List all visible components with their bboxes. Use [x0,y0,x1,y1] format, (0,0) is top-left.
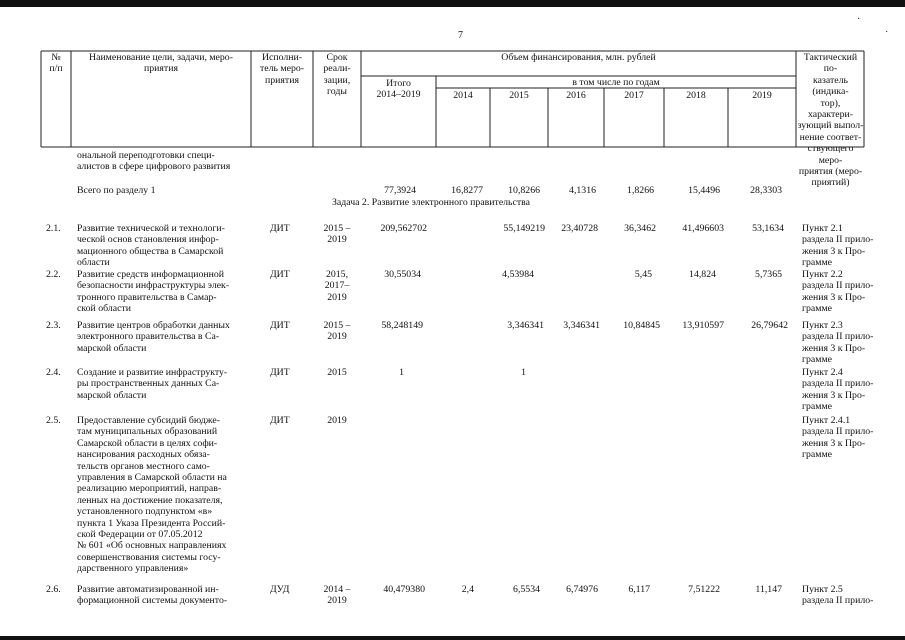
row-2018: 41,496603 [682,223,724,234]
row-name: Создание и развитие инфраструкту- ры пространственных данных Са- марской области [77,367,228,401]
row-executor: ДИТ [270,367,290,378]
row-2019: 5,7365 [755,269,782,280]
subtotal-2014: 16,8277 [451,185,483,196]
row-term: 2014 – 2019 [323,584,351,607]
subtotal-2016: 4,1316 [569,185,596,196]
row-indicator: Пункт 2.5 раздела II прило- [802,584,874,607]
subtotal-2015: 10,8266 [508,185,540,196]
row-name: Развитие центров обработки данных электронного правительства в Са- марской области [77,320,230,354]
row-total: 1 [399,367,404,378]
row-number: 2.5. [46,415,61,426]
row-total: 40,479380 [383,584,425,595]
row-term: 2015, 2017– 2019 [324,269,350,303]
row-executor: ДИТ [270,223,290,234]
row-executor: ДИТ [270,320,290,331]
row-2017: 36,3462 [624,223,656,234]
header-col-financing: Объем финансирования, млн. рублей [501,52,656,63]
header-year-2017: 2017 [624,90,644,101]
row-2015: 1 [521,367,526,378]
row-indicator: Пункт 2.3 раздела II прило- жения 3 к Про- грамме [802,320,874,366]
header-year-2016: 2016 [566,90,586,101]
header-col-total: Итого 2014–2019 [376,78,421,101]
row-number: 2.4. [46,367,61,378]
row-term: 2019 [327,415,347,426]
header-year-2014: 2014 [453,90,473,101]
scan-speck: ˙ [885,30,889,41]
continuation-text: ональной переподготовки специ- алистов в сфере цифрового развития [77,150,231,173]
row-2019: 26,79642 [751,320,788,331]
row-2019: 53,1634 [752,223,784,234]
row-2017: 5,45 [634,269,652,280]
row-2015: 55,149219 [503,223,545,234]
row-2016: 3,346341 [563,320,600,331]
row-2015: 4,53984 [502,269,534,280]
row-2019: 11,147 [755,584,782,595]
row-name: Развитие автоматизированной ин- формационной системы документо- [77,584,228,607]
header-col-name: Наименование цели, задачи, меро- приятия [89,52,233,75]
row-2016: 23,40728 [561,223,598,234]
row-number: 2.1. [46,223,61,234]
row-2018: 7,51222 [688,584,720,595]
row-number: 2.2. [46,269,61,280]
row-executor: ДУД [270,584,290,595]
row-name: Развитие технической и технологи- ческой основ становления инфор- мационного общества в Самарской области [77,223,225,269]
row-2017: 6,117 [628,584,650,595]
row-2016: 6,74976 [566,584,598,595]
row-2015: 6,5534 [513,584,540,595]
header-col-number: № п/п [49,52,63,75]
row-total: 30,55034 [384,269,421,280]
subtotal-total: 77,3924 [384,185,416,196]
row-indicator: Пункт 2.4 раздела II прило- жения 3 к Про- грамме [802,367,874,413]
row-number: 2.3. [46,320,61,331]
header-year-2015: 2015 [509,90,529,101]
row-2018: 13,910597 [682,320,724,331]
header-col-executor: Исполни- тель меро- приятия [259,52,305,86]
row-name: Предоставление субсидий бюдже- там муниципальных образований Самарской области в целях софи- нансирования расходных обяза- тельств органов местного само- управления в Самарской области на реализацию мероприятий, направ- ленных на достижение показателя, установленного подпунктом «в» пункта 1 Указа Президента Россий- ской Федерации от 07.05.2012 № 601 «Об основных направлениях совершенствования системы госу- дарственного управления» [77,415,227,575]
row-term: 2015 – 2019 [323,320,351,343]
subtotal-2018: 15,4496 [688,185,720,196]
row-2017: 10,84845 [623,320,660,331]
row-total: 209,562702 [380,223,427,234]
row-2015: 3,346341 [507,320,544,331]
row-executor: ДИТ [270,415,290,426]
row-number: 2.6. [46,584,61,595]
page-number: 7 [458,30,463,41]
row-name: Развитие средств информационной безопасности инфраструктуры элек- тронного правительства в Самар- ской области [77,269,230,315]
header-year-2019: 2019 [752,90,772,101]
header-col-by-year: в том числе по годам [572,77,660,88]
row-term: 2015 – 2019 [323,223,351,246]
header-year-2018: 2018 [686,90,706,101]
row-total: 58,248149 [381,320,423,331]
row-2018: 14,824 [689,269,716,280]
subtotal-label: Всего по разделу 1 [77,185,156,196]
row-indicator: Пункт 2.1 раздела II прило- жения 3 к Про- грамме [802,223,874,269]
row-executor: ДИТ [270,269,290,280]
row-term: 2015 [327,367,347,378]
header-col-term: Срок реали- зации, годы [323,52,351,98]
header-col-indicator: Тактический по- казатель (индика- тор), характери- зующий выпол- нение соответ- ствующего меро- приятия (меро- приятий) [797,52,864,189]
row-indicator: Пункт 2.4.1 раздела II прило- жения 3 к Про- грамме [802,415,874,461]
row-indicator: Пункт 2.2 раздела II прило- жения 3 к Про- грамме [802,269,874,315]
task-heading: Задача 2. Развитие электронного правительства [332,197,530,208]
subtotal-2017: 1,8266 [627,185,654,196]
subtotal-2019: 28,3303 [750,185,782,196]
scan-speck: · [857,14,861,25]
row-2014: 2,4 [461,584,474,595]
